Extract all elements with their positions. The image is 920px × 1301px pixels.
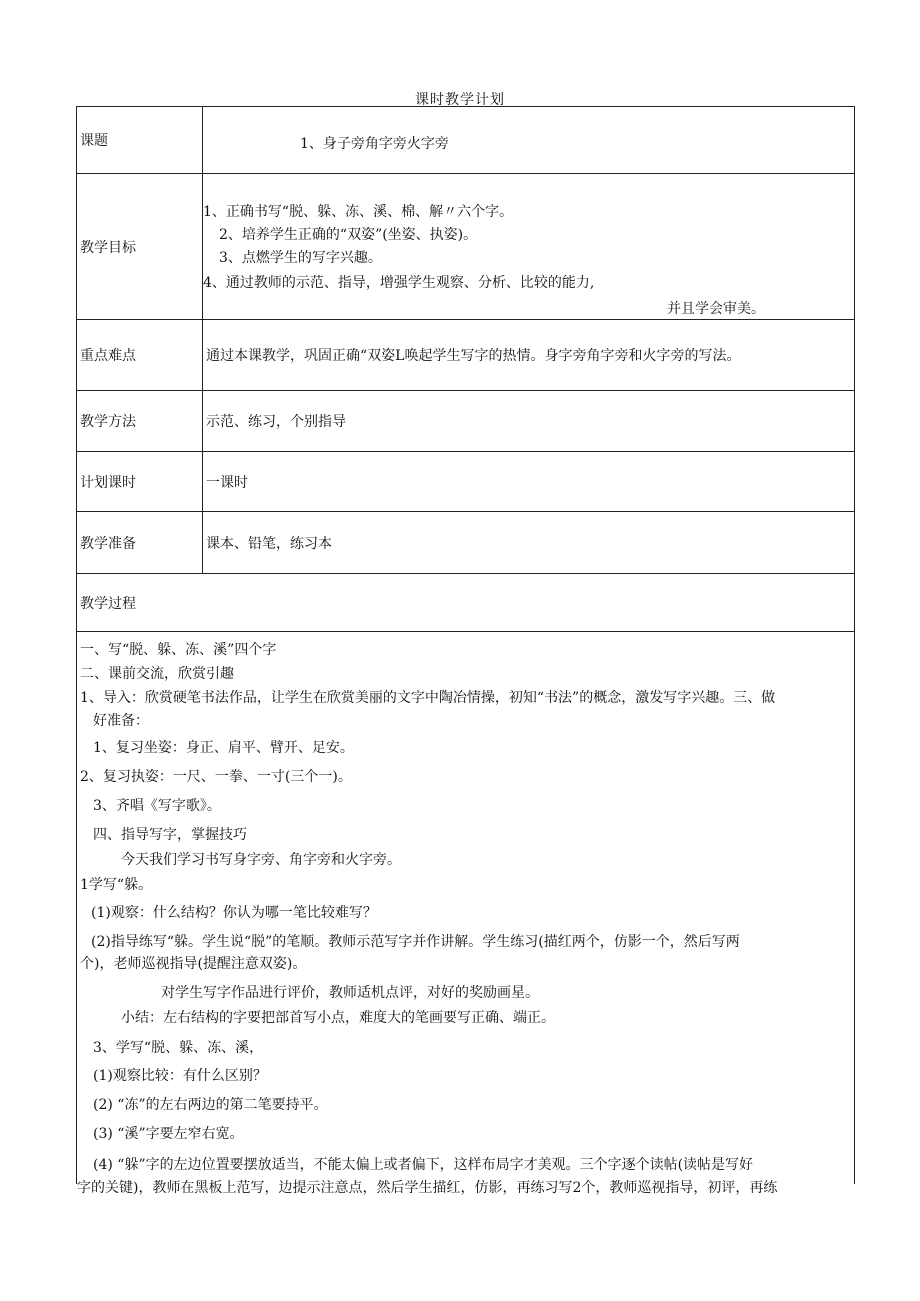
process-line: 小结：左右结构的字要把部首写小点，难度大的笔画要写正确、端正。 — [121, 1010, 555, 1026]
process-line: 1学写“躲。 — [80, 877, 153, 893]
process-line: 1、导入：欣赏硬笔书法作品，让学生在欣赏美丽的文字中陶冶情操，初知“书法”的概念，激发写字兴趣。三、做 — [80, 690, 776, 706]
goal-line: 3、点燃学生的写字兴趣。 — [219, 250, 382, 266]
process-line: 3、学写“脱、躲、冻、溪， — [93, 1040, 264, 1056]
process-line: 四、指导写字，掌握技巧 — [93, 827, 247, 843]
row-key-points — [77, 320, 854, 391]
row-method — [77, 391, 854, 452]
process-line: (1)观察比较：有什么区别？ — [93, 1068, 267, 1084]
page-title: 课时教学计划 — [415, 92, 505, 108]
method-label: 教学方法 — [77, 391, 203, 451]
process-line: (2)指导练写“躲。学生说“脱”的笔顺。教师示范写字并作讲解。学生练习(描红两个，仿影一个，然后写两 — [91, 934, 740, 950]
topic-value: 1、身子旁角字旁火字旁 — [300, 136, 449, 152]
prep-value: 课本、铅笔，练习本 — [206, 535, 332, 552]
process-header-label: 教学过程 — [80, 595, 136, 612]
goals-value-cell — [203, 174, 854, 319]
row-hours — [77, 452, 854, 512]
process-line: 字的关键)，教师在黑板上范写，边提示注意点，然后学生描红，仿影，再练习写2个，教师巡视指导，初评，再练 — [77, 1180, 778, 1196]
process-line: (2) “冻”的左右两边的第二笔要持平。 — [93, 1097, 328, 1113]
goal-line: 1、正确书写“脱、躲、冻、溪、棉、解〃六个字。 — [203, 204, 514, 220]
key-points-label: 重点难点 — [77, 320, 203, 390]
process-line: 好准备： — [93, 713, 149, 729]
lesson-plan-table — [76, 106, 855, 1196]
process-line: 二、课前交流，欣赏引趣 — [80, 666, 234, 682]
row-process-header — [77, 574, 854, 632]
process-line: 今天我们学习书写身字旁、角字旁和火字旁。 — [121, 852, 401, 868]
hours-label: 计划课时 — [77, 452, 203, 511]
process-line: 一、写“脱、躲、冻、溪”四个字 — [80, 642, 277, 658]
method-value: 示范、练习，个别指导 — [206, 414, 346, 430]
row-prep — [77, 512, 854, 574]
process-line: (3) “溪”字要左窄右宽。 — [93, 1126, 244, 1142]
process-line: 对学生写字作品进行评价，教师适机点评，对好的奖励画星。 — [161, 985, 539, 1001]
topic-label: 课题 — [77, 107, 203, 173]
process-line: 个)，老师巡视指导(提醒注意双姿)。 — [80, 956, 307, 972]
goal-line: 4、通过教师的示范、指导，增强学生观察、分析、比较的能力, — [203, 275, 595, 291]
process-line: (4) “躲”字的左边位置要摆放适当，不能太偏上或者偏下，这样布局字才美观。三个字逐个读帖(读帖是写好 — [93, 1157, 754, 1173]
row-goals — [77, 174, 854, 320]
process-line: 2、复习执姿：一尺、一拳、一寸(三个一)。 — [80, 769, 352, 785]
process-line: 1、复习坐姿：身正、肩平、臂开、足安。 — [93, 740, 354, 756]
topic-value-cell — [203, 107, 854, 173]
process-line: 3、齐唱《写字歌》。 — [93, 798, 221, 814]
hours-value: 一课时 — [206, 474, 248, 491]
process-line: (1)观察：什么结构？你认为哪一笔比较难写？ — [91, 905, 377, 921]
key-points-value: 通过本课教学，巩固正确“双姿L唤起学生写字的热情。身字旁角字旁和火字旁的写法。 — [206, 348, 741, 364]
goal-line: 2、培养学生正确的“双姿”(坐姿、执姿)。 — [219, 227, 478, 243]
prep-label: 教学准备 — [77, 512, 203, 573]
goals-label: 教学目标 — [77, 174, 203, 319]
goal-line: 并且学会审美。 — [667, 301, 765, 317]
process-body — [77, 632, 854, 1196]
row-topic — [77, 107, 854, 174]
